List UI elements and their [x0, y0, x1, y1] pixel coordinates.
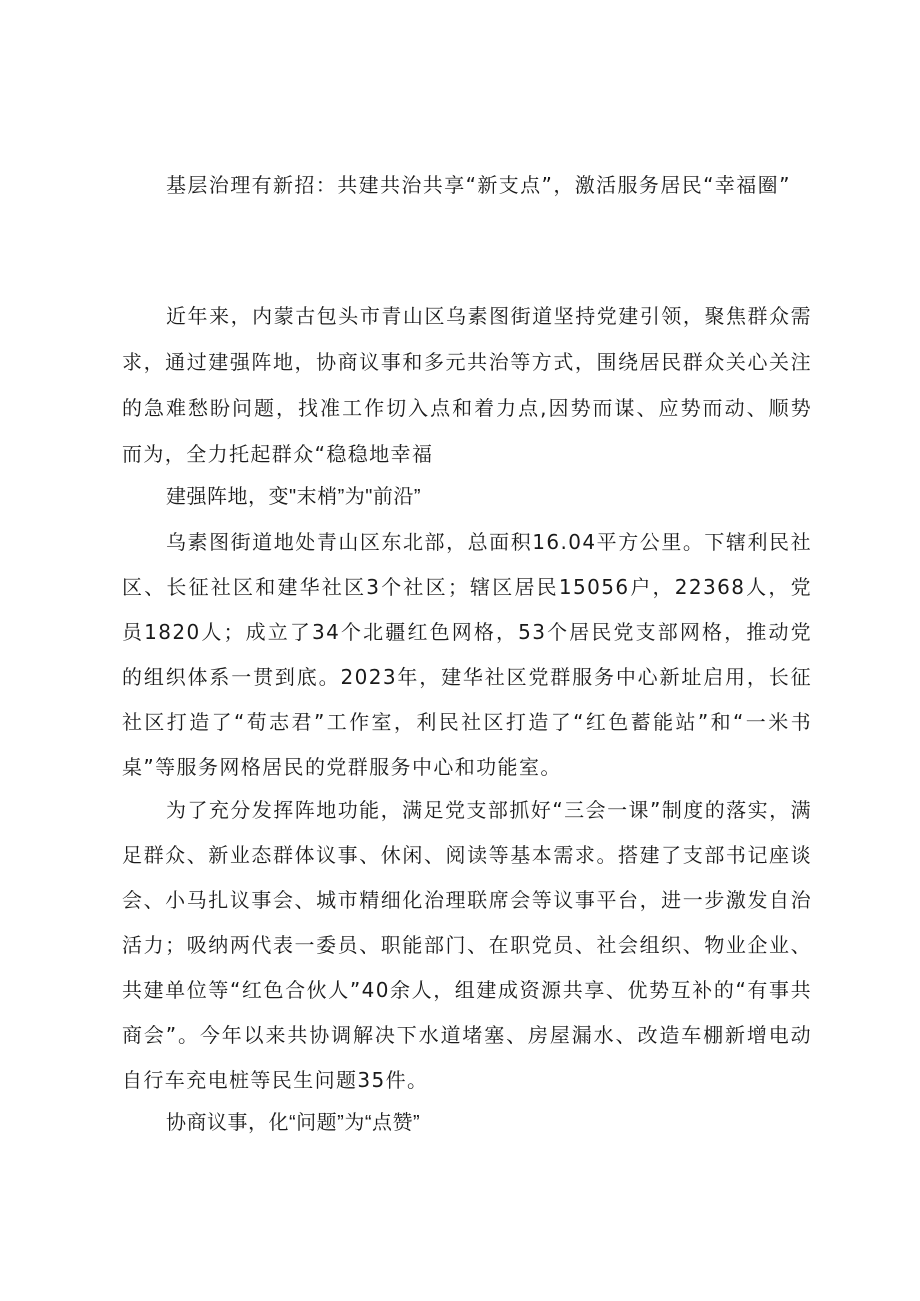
intro-paragraph: 近年来，内蒙古包头市青山区乌素图街道坚持党建引领，聚焦群众需求，通过建强阵地，协商议事和多元共治等方式，围绕居民群众关心关注的急难愁盼问题，找准工作切入点和着力点,因势而谋、应势而动、顺势而为，全力托起群众“稳稳地幸福 [122, 304, 812, 466]
section-1-paragraph-1: 乌素图街道地处青山区东北部，总面积16.04平方公里。下辖利民社区、长征社区和建华社区3个社区；辖区居民15056户，22368人，党员1820人；成立了34个北疆红色网格，53个居民党支部网格，推动党的组织体系一贯到底。2023年，建华社区党群服务中心新址启用，长征社区打造了“荀志君”工作室，利民社区打造了“红色蓄能站”和“一米书桌”等服务网格居民的党群服务中心和功能室。 [122, 530, 812, 779]
section-2-heading: 协商议事，化“问题”为“点赞” [166, 1112, 421, 1134]
section-1-heading: 建强阵地，变"末梢”为"前沿” [166, 486, 422, 508]
section-1-paragraph-2: 为了充分发挥阵地功能，满足党支部抓好“三会一课”制度的落实，满足群众、新业态群体议事、休闲、阅读等基本需求。搭建了支部书记座谈会、小马扎议事会、城市精细化治理联席会等议事平台，进一步激发自治活力；吸纳两代表一委员、职能部门、在职党员、社会组织、物业企业、共建单位等“红色合伙人”40余人，组建成资源共享、优势互补的“有事共商会”。今年以来共协调解决下水道堵塞、房屋漏水、改造车棚新增电动自行车充电桩等民生问题35件。 [122, 798, 812, 1092]
article-title: 基层治理有新招：共建共治共享“新支点”，激活服务居民“幸福圈” [166, 173, 791, 197]
